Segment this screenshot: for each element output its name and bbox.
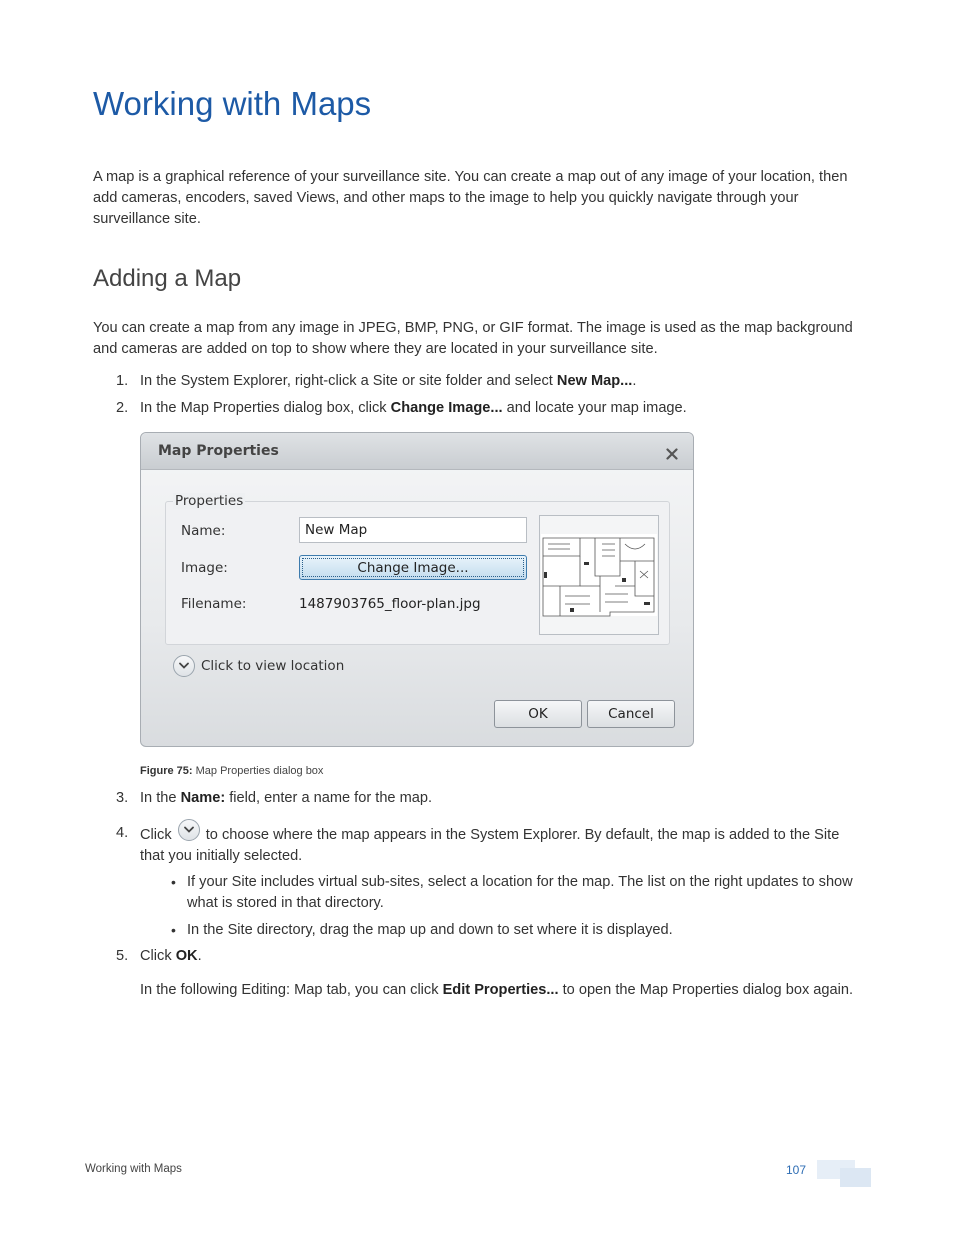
bullet-text: If your Site includes virtual sub-sites, select a location for the map. The list on the right updates to show what is stored in that directory. (187, 874, 853, 911)
footer-decoration (840, 1168, 871, 1187)
step-text: Click (140, 948, 176, 964)
closing-paragraph (140, 980, 860, 1001)
properties-group-label: Properties (175, 493, 244, 509)
step-text: . (632, 373, 637, 389)
step-number: 3. (116, 790, 129, 806)
step-bold-text: Change Image... (390, 400, 503, 416)
step-number: 1. (116, 373, 129, 389)
section-intro-paragraph: You can create a map from any image in JPEG, BMP, PNG, or GIF format. The image is used as the map background and cameras are added on top to show where they are located in your surveillance site. (93, 320, 853, 357)
step-text: field, enter a name for the map. (225, 790, 433, 806)
intro-paragraph: A map is a graphical reference of your surveillance site. You can create a map out of any image of your location, then add cameras, encoders, saved Views, and other maps to the image to help you quickly navigate through your surveillance site. (93, 169, 848, 227)
step-bold-text: New Map... (556, 373, 633, 389)
dialog-titlebar (141, 433, 693, 470)
dialog-title: Map Properties (158, 443, 279, 459)
ok-button[interactable]: OK (494, 700, 582, 728)
close-icon[interactable] (666, 445, 678, 464)
bullet-dot: • (171, 922, 176, 938)
chevron-down-icon (178, 819, 200, 841)
bullet-dot: • (171, 874, 176, 890)
step-text: In the System Explorer, right-click a Site or site folder and select (140, 373, 557, 389)
view-location-label: Click to view location (201, 658, 345, 674)
closing-text: In the following Editing: Map tab, you can click (140, 982, 443, 998)
filename-label: Filename: (181, 596, 247, 612)
name-label: Name: (181, 523, 226, 539)
step-text: Click (140, 827, 176, 843)
page-title: Working with Maps (93, 85, 372, 122)
step-bold-text: Name: (180, 790, 226, 806)
step-number: 5. (116, 948, 129, 964)
filename-value: 1487903765_floor-plan.jpg (299, 596, 481, 612)
step-5 (116, 946, 860, 967)
step-text: In the (140, 790, 181, 806)
map-properties-dialog (140, 432, 694, 747)
change-image-button[interactable]: Change Image... (299, 555, 527, 580)
section-title: Adding a Map (93, 265, 242, 292)
step-3 (116, 788, 860, 809)
footer-section: Working with Maps (85, 1163, 182, 1175)
bullet-item (171, 872, 857, 914)
step-text: and locate your map image. (502, 400, 687, 416)
figure-caption-text: Map Properties dialog box (192, 765, 324, 777)
closing-bold-text: Edit Properties... (442, 982, 559, 998)
bullet-item (171, 920, 857, 941)
image-label: Image: (181, 560, 228, 576)
step-text: In the Map Properties dialog box, click (140, 400, 391, 416)
chevron-down-icon[interactable] (173, 655, 195, 677)
step-number: 4. (116, 825, 129, 841)
figure-caption (140, 765, 323, 777)
step-number: 2. (116, 400, 129, 416)
step-text: . (197, 948, 202, 964)
bullet-text: In the Site directory, drag the map up and down to set where it is displayed. (187, 922, 673, 938)
figure-label: Figure 75: (140, 765, 193, 777)
step-2 (116, 398, 860, 419)
map-image-preview (539, 515, 659, 635)
closing-text: to open the Map Properties dialog box again. (558, 982, 854, 998)
step-bold-text: OK (175, 948, 198, 964)
name-input[interactable] (299, 517, 527, 543)
step-1 (116, 371, 860, 392)
step-4 (116, 823, 860, 867)
page-number: 107 (786, 1163, 807, 1177)
cancel-button[interactable]: Cancel (587, 700, 675, 728)
step-text: to choose where the map appears in the System Explorer. By default, the map is added to the Site that you initially selected. (140, 827, 840, 864)
